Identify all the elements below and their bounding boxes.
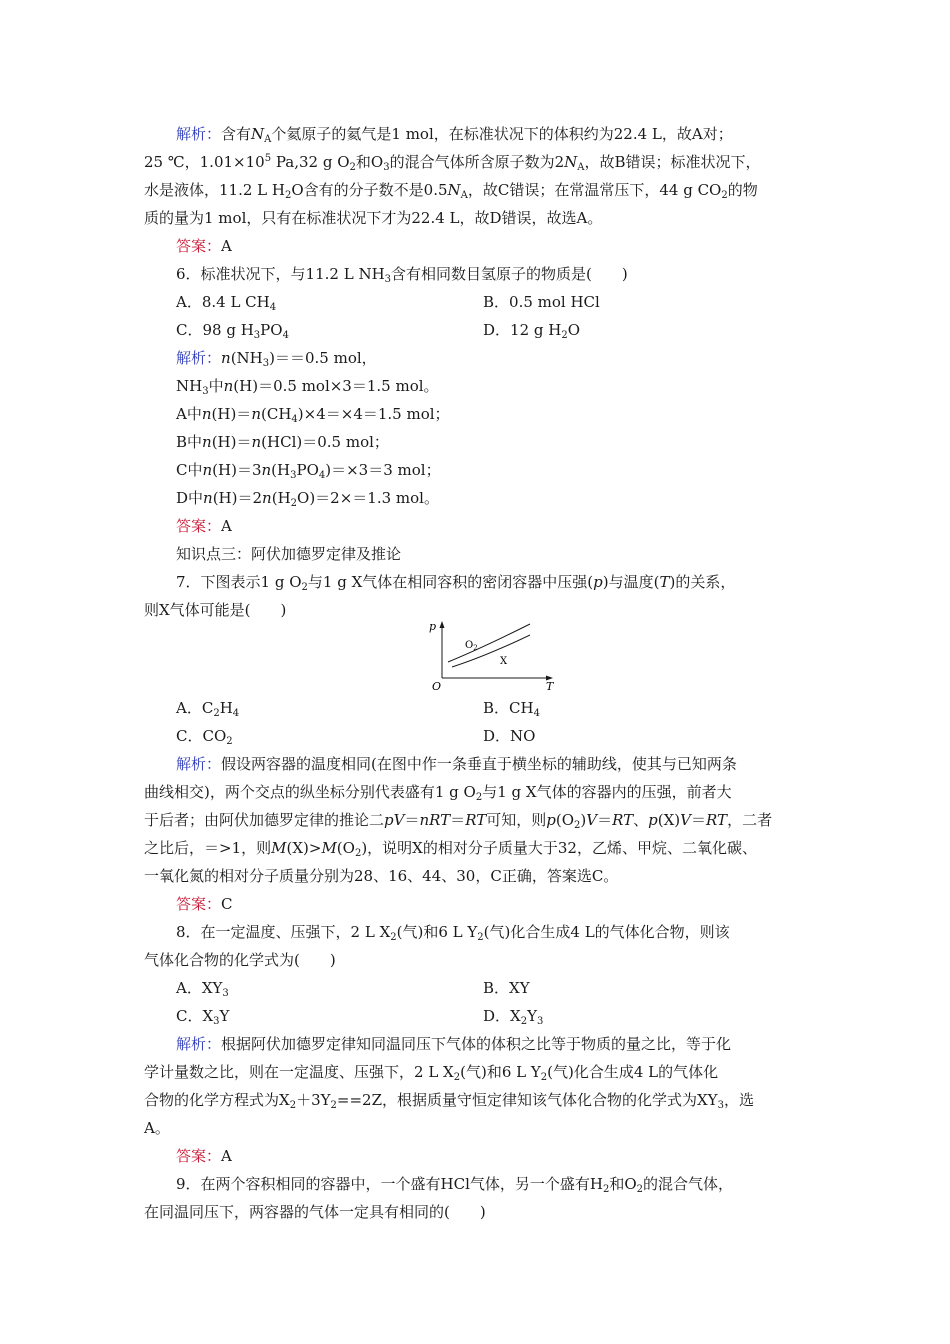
q6-option-d: D．12 g $H_2O$	[483, 321, 581, 341]
q5-analysis-line-3: 水是液体，11.2 L $H_2O$含有的分子数不是$0.5N_A$，故C错误；在常温常压下，44 g $CO_2$的物	[144, 181, 758, 201]
answer-label: 答案：	[176, 895, 222, 913]
q8-option-c: C．$X_3Y$	[176, 1007, 230, 1027]
q5-analysis-line-1: 解析：含有$N_A$个氦原子的氦气是1 mol，在标准状况下的体积约为22.4 L，故A对；	[176, 125, 733, 145]
q7-option-a: A．$C_2H_4$	[176, 699, 240, 719]
q7-option-d: D．NO	[483, 727, 536, 745]
answer-label: 答案：	[176, 517, 222, 535]
q6-analysis-line-2: $NH_3$中n(H)＝0.5 mol×3＝1.5 mol。	[176, 377, 439, 397]
section-heading: 知识点三：阿伏加德罗定律及推论	[176, 545, 402, 563]
q6-option-a: A．8.4 L $CH_4$	[176, 293, 277, 313]
q8-option-b: B．XY	[483, 979, 530, 997]
q8-option-a: A．$XY_3$	[176, 979, 229, 999]
answer-label: 答案：	[176, 237, 222, 255]
q7-stem-line-2: 则X气体可能是( )	[144, 601, 287, 619]
o2-curve-label: $O_2$	[465, 640, 478, 652]
q7-analysis-line-4: 之比后，＝>1，则$M(X)>M(O_2)$，说明X的相对分子质量大于32，乙烯、甲烷、二氧化碳、	[144, 839, 757, 859]
origin-label: O	[432, 680, 442, 692]
analysis-label: 解析：	[176, 125, 222, 143]
q8-analysis-line-2: 学计量数之比，则在一定温度、压强下，2 L $X_2$(气)和6 L $Y_2$(气)化合生成4 L的气体化	[144, 1063, 719, 1083]
q8-stem-line-2: 气体化合物的化学式为( )	[144, 951, 336, 969]
q5-answer: 答案：A	[176, 237, 232, 255]
q7-option-b: B．$CH_4$	[483, 699, 540, 719]
q8-answer: 答案：A	[176, 1147, 232, 1165]
q5-analysis-line-2: 25 ℃，$1.01\times 10^5$ Pa,32 g $O_2$和$O_3$的混合气体所含原子数为$2N_A$，故B错误；标准状况下，	[144, 153, 761, 173]
y-axis-arrow	[440, 621, 445, 628]
pressure-temperature-graph	[420, 618, 560, 692]
q5-analysis-line-4: 质的量为1 mol，只有在标准状况下才为22.4 L，故D错误，故选A。	[144, 209, 603, 227]
y-axis-label: p	[429, 620, 437, 633]
q6-option-b: B．0.5 mol HCl	[483, 293, 600, 311]
x-curve	[452, 635, 530, 667]
q7-answer: 答案：C	[176, 895, 233, 913]
q6-analysis-line-5: C中$n(H)=3n(H_3PO_4)=\times 3=3$ mol；	[176, 461, 441, 481]
q7-option-c: C．$CO_2$	[176, 727, 233, 747]
x-curve-label: X	[500, 656, 508, 667]
q6-analysis-line-6: D中$n(H)=2n(H_2O)=2\times=1.3$ mol。	[176, 489, 439, 509]
q9-stem-line-2: 在同温同压下，两容器的气体一定具有相同的( )	[144, 1203, 486, 1221]
q8-analysis-line-3: 合物的化学方程式为$X_2+3Y_2==2Z$，根据质量守恒定律知该气体化合物的化学式为$XY_3$，选	[144, 1091, 754, 1111]
q7-analysis-line-1: 解析：假设两容器的温度相同(在图中作一条垂直于横坐标的辅助线，使其与已知两条	[176, 755, 737, 773]
analysis-label: 解析：	[176, 349, 222, 367]
q6-analysis-line-4: B中n(H)＝n(HCl)＝0.5 mol；	[176, 433, 389, 451]
q8-stem-line-1: 8．在一定温度、压强下，2 L $X_2$(气)和6 L $Y_2$(气)化合生成4 L的气体化合物，则该	[176, 923, 730, 943]
q6-option-c: C．98 g $H_3PO_4$	[176, 321, 289, 341]
q9-stem-line-1: 9．在两个容积相同的容器中，一个盛有HCl气体，另一个盛有$H_2$和$O_2$的混合气体，	[176, 1175, 734, 1195]
analysis-label: 解析：	[176, 755, 222, 773]
o2-curve	[448, 624, 530, 662]
analysis-label: 解析：	[176, 1035, 222, 1053]
q7-analysis-line-5: 一氧化氮的相对分子质量分别为28、16、44、30，C正确，答案选C。	[144, 867, 619, 885]
q6-analysis-line-3: A中$n(H)=n(CH_4)\times 4=\times 4=1.5$ mol；	[176, 405, 450, 425]
q7-analysis-line-3: 于后者；由阿伏加德罗定律的推论二pV＝nRT＝RT可知，则$p(O_2)V=RT$、p(X)V＝RT，二者	[144, 811, 773, 831]
x-axis-label: T	[546, 680, 554, 692]
q6-analysis-line-1: 解析：$n(NH_3)==0.5$ mol，	[176, 349, 377, 369]
q7-analysis-line-2: 曲线相交)，两个交点的纵坐标分别代表盛有1 g $O_2$与1 g X气体的容器内的压强，前者大	[144, 783, 732, 803]
q8-analysis-line-4: A。	[144, 1119, 170, 1137]
q8-analysis-line-1: 解析：根据阿伏加德罗定律知同温同压下气体的体积之比等于物质的量之比，等于化	[176, 1035, 732, 1053]
q8-option-d: D．$X_2Y_3$	[483, 1007, 544, 1027]
q7-stem-line-1: 7．下图表示1 g $O_2$与1 g X气体在相同容积的密闭容器中压强(p)与温度(T)的关系，	[176, 573, 736, 593]
q6-answer: 答案：A	[176, 517, 232, 535]
answer-label: 答案：	[176, 1147, 222, 1165]
q6-stem: 6．标准状况下，与11.2 L $NH_3$含有相同数目氢原子的物质是( )	[176, 265, 628, 285]
